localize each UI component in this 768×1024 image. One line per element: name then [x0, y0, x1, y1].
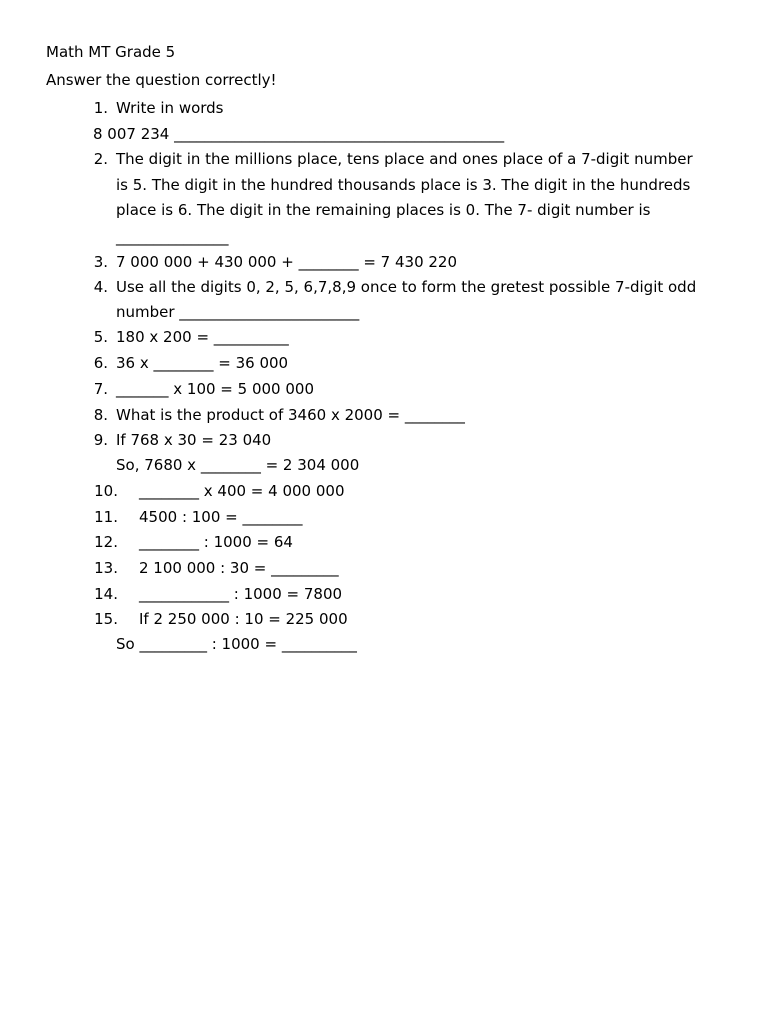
question-number: 1. — [93, 99, 108, 117]
question-text: Write in words — [116, 99, 224, 117]
question-number: 12. — [94, 533, 118, 551]
question-number: 14. — [94, 585, 118, 603]
question-text: 36 x ________ = 36 000 — [116, 354, 289, 372]
question-number: 13. — [94, 559, 118, 577]
question-text: _______ x 100 = 5 000 000 — [116, 380, 314, 398]
question-number: 11. — [94, 508, 118, 526]
question-number: 7. — [93, 380, 108, 398]
question-text: is 5. The digit in the hundred thousands place is 3. The digit in the hundreds — [116, 176, 691, 194]
question-text: 4500 : 100 = ________ — [139, 508, 303, 526]
question-text: place is 6. The digit in the remaining places is 0. The 7- digit number is — [116, 201, 651, 219]
question-text: ____________ : 1000 = 7800 — [139, 585, 343, 603]
question-text: 7 000 000 + 430 000 + ________ = 7 430 220 — [116, 253, 458, 271]
question-text: So _________ : 1000 = __________ — [116, 635, 357, 653]
question-text: 8 007 234 ____________________________________________ — [93, 125, 505, 143]
question-text: number ________________________ — [116, 303, 360, 321]
question-text: Use all the digits 0, 2, 5, 6,7,8,9 once to form the gretest possible 7-digit odd — [116, 278, 697, 296]
question-text: If 768 x 30 = 23 040 — [116, 431, 272, 449]
question-number: 2. — [93, 150, 108, 168]
question-number: 5. — [93, 328, 108, 346]
question-text: So, 7680 x ________ = 2 304 000 — [116, 456, 360, 474]
question-number: 4. — [93, 278, 108, 296]
question-text: 2 100 000 : 30 = _________ — [139, 559, 339, 577]
question-number: 10. — [94, 482, 118, 500]
question-text: What is the product of 3460 x 2000 = ________ — [116, 406, 465, 424]
question-number: 15. — [94, 610, 118, 628]
question-text: The digit in the millions place, tens place and ones place of a 7-digit number — [116, 150, 693, 168]
question-text: ________ : 1000 = 64 — [139, 533, 293, 551]
question-text: 180 x 200 = __________ — [116, 328, 289, 346]
question-number: 9. — [93, 431, 108, 449]
worksheet-title: Math MT Grade 5 — [46, 43, 176, 61]
question-text: ________ x 400 = 4 000 000 — [139, 482, 345, 500]
question-number: 8. — [93, 406, 108, 424]
question-text: If 2 250 000 : 10 = 225 000 — [139, 610, 348, 628]
question-number: 3. — [93, 253, 108, 271]
instruction-text: Answer the question correctly! — [46, 71, 277, 89]
answer-blank: _______________ — [116, 228, 229, 246]
question-number: 6. — [93, 354, 108, 372]
